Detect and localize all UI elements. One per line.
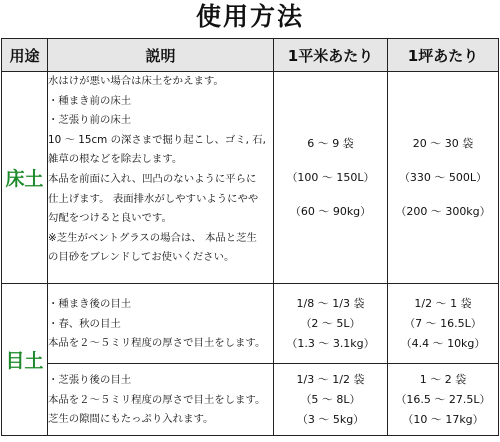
amount-bags: 6 ～ 9 袋: [307, 136, 354, 150]
description-bed-soil: [48, 72, 274, 284]
amount-bags: 1/3 ～ 1/2 袋: [296, 372, 365, 386]
amount-liters: （330 ～ 500L）: [398, 170, 488, 184]
description-line: ・種まき前の床土: [48, 94, 132, 107]
description-line: ・芝張り後の目土: [48, 374, 132, 387]
description-line: の目砂をブレンドしてお使いください。: [48, 251, 235, 264]
description-line: ・種まき後の目土: [48, 298, 132, 311]
amount-liters: （7 ～ 16.5L）: [404, 316, 482, 330]
category-top-dressing: 目土: [2, 284, 48, 436]
table-row-top-dressing-seeding: [2, 284, 499, 364]
description-line: 本品を２～５ミリ程度の厚さで目土をします。: [48, 337, 266, 350]
header-description: 説明: [48, 39, 274, 72]
amount-weight: （10 ～ 17kg）: [402, 412, 484, 426]
amount-per-tsubo-bed-soil: [388, 72, 499, 284]
table-header-row: [2, 39, 499, 72]
description-line: ・芝張り前の床土: [48, 114, 132, 127]
category-bed-soil: 床土: [2, 72, 48, 284]
amount-liters: （5 ～ 8L）: [300, 392, 361, 406]
amount-weight: （60 ～ 90kg）: [289, 204, 372, 218]
amount-per-tsubo-seeding: [388, 284, 499, 364]
description-line: 勾配をつけると良いです。: [48, 212, 172, 225]
amount-weight: （4.4 ～ 10kg）: [400, 336, 486, 350]
description-top-dressing-sodding: [48, 364, 274, 436]
amount-liters: （16.5 ～ 27.5L）: [395, 392, 491, 406]
table-row-top-dressing-sodding: [2, 364, 499, 436]
description-line: 本品を前面に入れ、凹凸のないように平らに: [48, 172, 257, 185]
header-use: 用途: [2, 39, 48, 72]
description-top-dressing-seeding: [48, 284, 274, 364]
header-per-m2: 1平米あたり: [274, 39, 388, 72]
amount-liters: （2 ～ 5L）: [300, 316, 361, 330]
description-line: 芝生の隙間にもたっぷり入れます。: [48, 413, 214, 426]
amount-per-tsubo-sodding: [388, 364, 499, 436]
description-line: 雑草の根などを除去します。: [48, 153, 183, 166]
description-line: 本品を２～５ミリ程度の厚さで目土をします。: [48, 393, 266, 406]
amount-per-m2-sodding: [274, 364, 388, 436]
usage-table: [1, 38, 499, 436]
amount-liters: （100 ～ 150L）: [286, 170, 375, 184]
description-line: ※芝生がベントグラスの場合は、 本品と芝生: [48, 231, 257, 244]
amount-bags: 1/2 ～ 1 袋: [414, 296, 472, 310]
amount-weight: （1.3 ～ 3.1kg）: [286, 336, 375, 350]
amount-weight: （200 ～ 300kg）: [395, 204, 491, 218]
amount-bags: 1 ～ 2 袋: [419, 372, 467, 386]
header-per-tsubo: 1坪あたり: [388, 39, 499, 72]
amount-per-m2-bed-soil: [274, 72, 388, 284]
table-row-bed-soil: [2, 72, 499, 284]
amount-weight: （3 ～ 5kg）: [296, 412, 365, 426]
amount-bags: 1/8 ～ 1/3 袋: [296, 296, 365, 310]
description-line: 仕上げます。 表面排水がしやすいようにやや: [48, 192, 259, 205]
amount-bags: 20 ～ 30 袋: [412, 136, 474, 150]
description-line: ・春、秋の目土: [48, 317, 121, 330]
amount-per-m2-seeding: [274, 284, 388, 364]
page-title: 使用方法: [195, 2, 304, 31]
description-line: 水はけが悪い場合は床土をかえます。: [48, 75, 224, 87]
description-line: 10 ～ 15cm の深さまで掘り起こし、ゴミ, 石,: [48, 133, 266, 146]
